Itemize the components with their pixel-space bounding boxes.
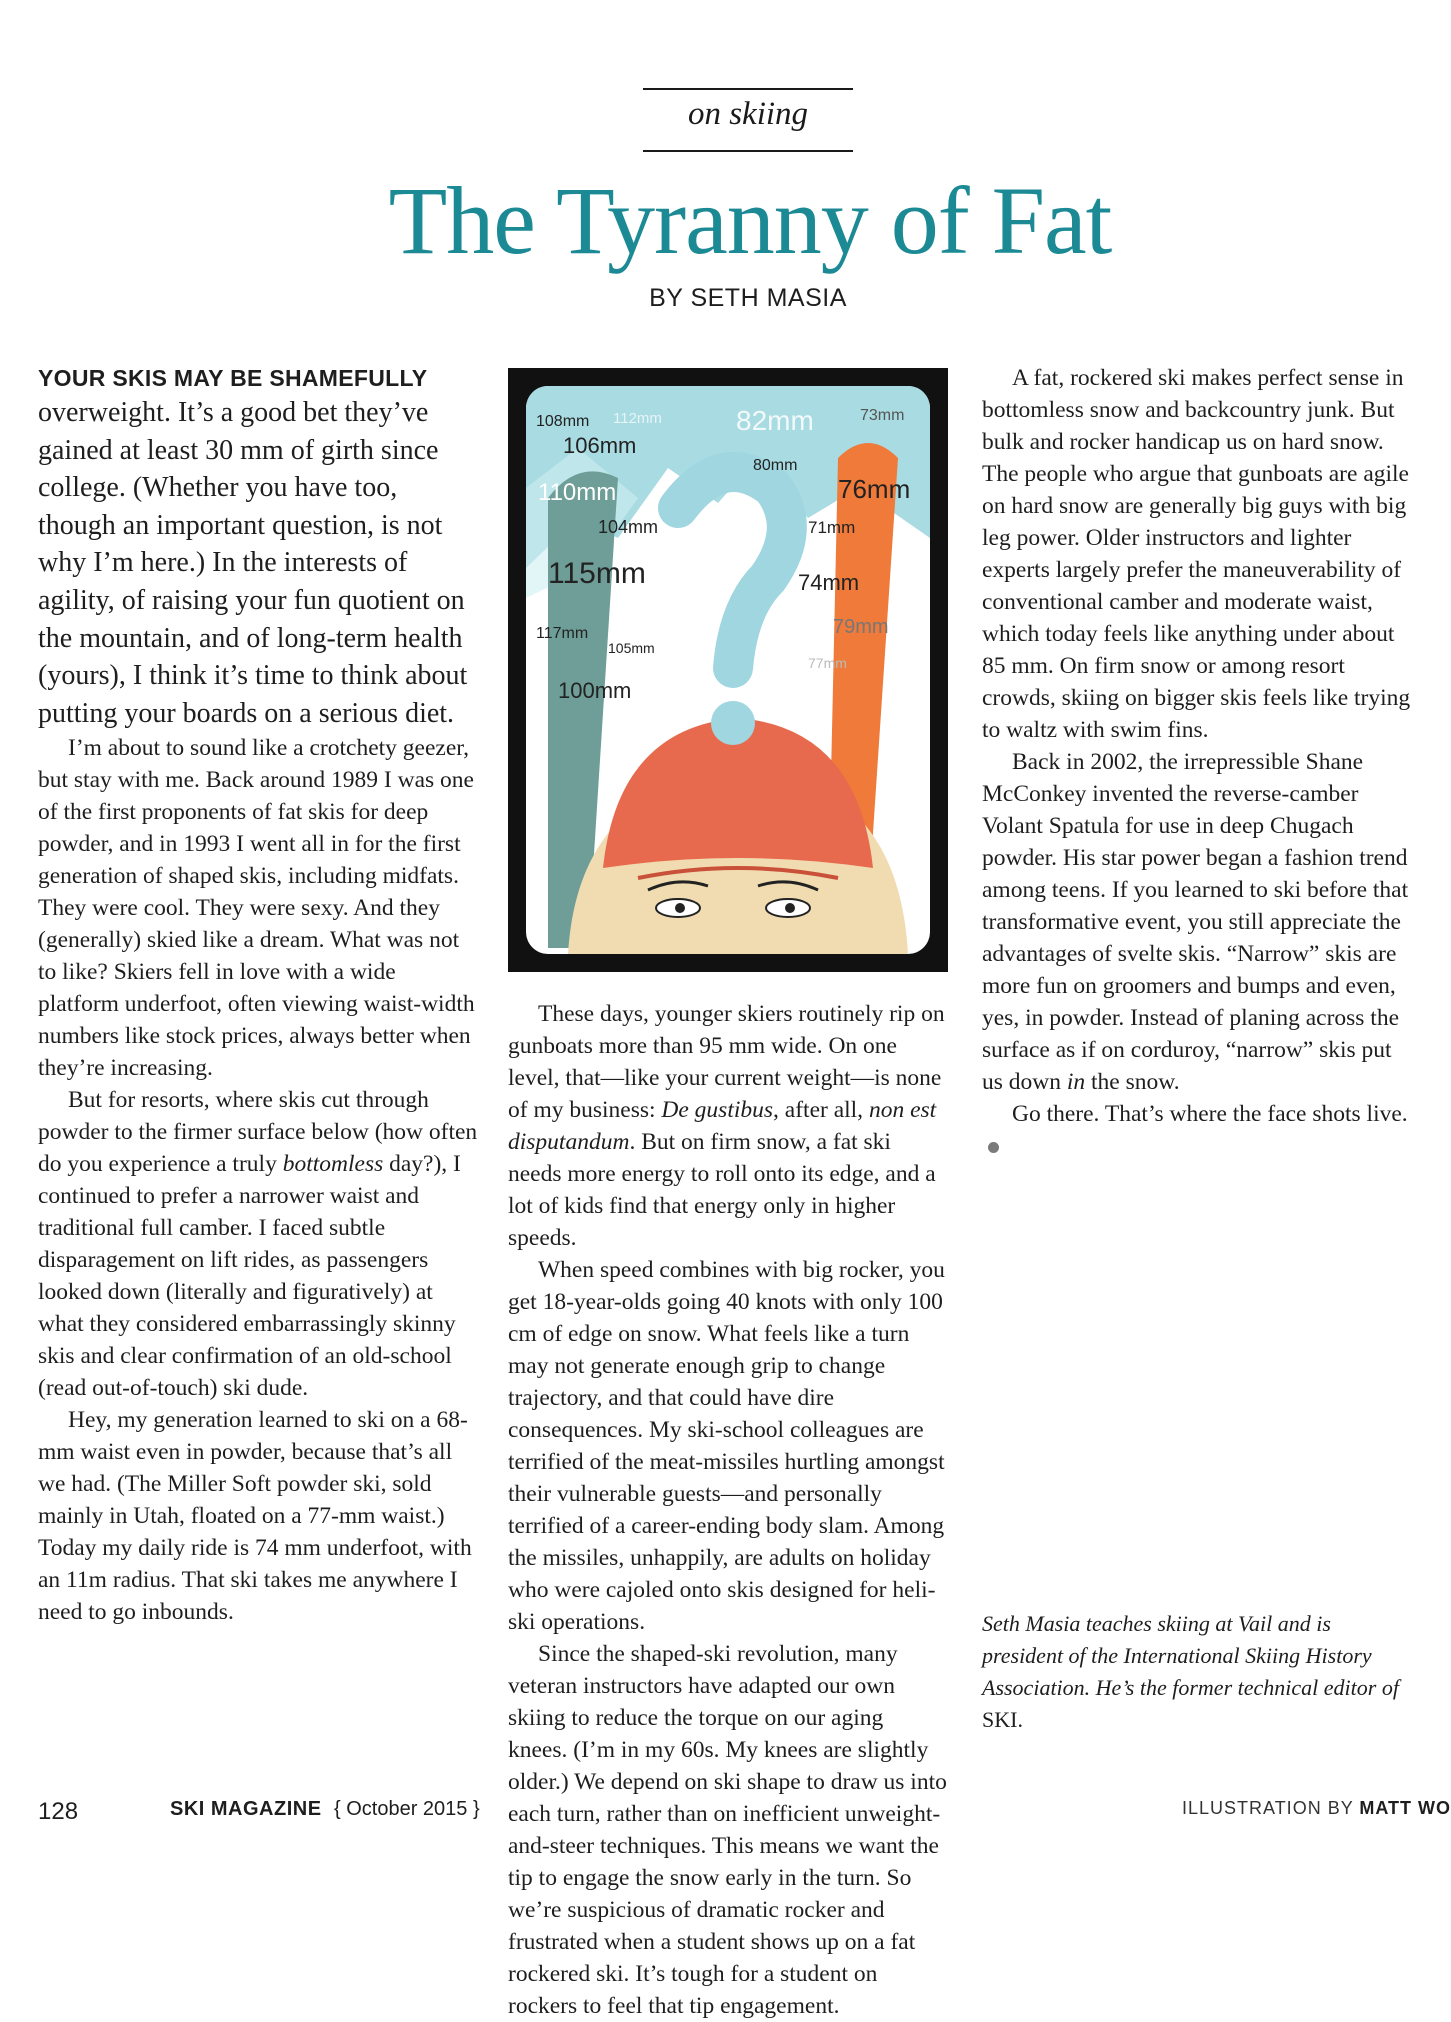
left-pupil (675, 903, 685, 913)
lead-paragraph (38, 362, 478, 732)
byline: BY SETH MASIA (649, 284, 847, 312)
label-106: 106mm (563, 433, 637, 458)
label-100: 100mm (558, 678, 632, 703)
section-kicker: on skiing (687, 96, 809, 132)
paragraph-10: Go there. That’s where the face shots live. (982, 1098, 1412, 1162)
paragraph-7: Since the shaped-ski revolution, many veteran instructors have adapted our own skiing to reduce the torque on our aging knees. (I’m in my 60s. My knees are slightly older.) We depend on ski shape to draw us into each turn, rather than on inefficient unweight-and-steer techniques. This means we want the tip to engage the snow early in the turn. So we’re suspicious of dramatic rocker and frustrated when a student shows up on a fat rockered ski. It’s tough for a student on rockers to feel that tip engagement. (508, 1641, 947, 2019)
column-3-text (982, 362, 1412, 1162)
label-108: 108mm (536, 413, 590, 430)
paragraph-5: These days, younger skiers routinely rip on gunboats more than 95 mm wide. On one level, that—like your current weight—is none of my business: De gustibus, after all, non est disputandum. But on firm snow, a fat ski needs more energy to roll onto its edge, and a lot of kids find that energy only in higher speeds. (508, 1001, 945, 1251)
kicker-rule-bottom (643, 150, 853, 152)
end-bullet (988, 1142, 999, 1153)
label-73: 73mm (860, 407, 905, 424)
right-pupil (785, 903, 795, 913)
paragraph-8: A fat, rockered ski makes perfect sense in bottomless snow and backcountry junk. But bulk and rocker handicap us on hard snow. The people who argue that gunboats are agile on hard snow are generally big guys with big leg power. Older instructors and lighter experts largely prefer the maneuverability of conventional camber and moderate waist, which today feels like anything under about 85 mm. On firm snow or among resort crowds, skiing on bigger skis feels like trying to waltz with swim fins. (982, 365, 1411, 743)
issue-date: { October 2015 } (334, 1798, 480, 1820)
label-79: 79mm (833, 616, 889, 638)
column-1 (38, 362, 478, 1628)
label-74: 74mm (798, 570, 860, 595)
illustration-credit: ILLUSTRATION BY MATT WO (1182, 1798, 1451, 1818)
label-76: 76mm (838, 474, 911, 504)
label-115: 115mm (548, 557, 646, 590)
question-dot (711, 701, 755, 745)
article-title: The Tyranny of Fat (388, 167, 1112, 274)
lead-caps: YOUR SKIS MAY BE SHAMEFULLY (38, 365, 428, 391)
magazine-name: SKI MAGAZINE (170, 1798, 322, 1820)
kicker-rule-top (643, 88, 853, 90)
label-71: 71mm (808, 518, 856, 537)
label-112: 112mm (613, 410, 662, 427)
paragraph-3: But for resorts, where skis cut through powder to the firmer surface below (how often do you experience a truly bottomless day?), I continued to prefer a narrower waist and traditional full camber. I faced subtle disparagement on lift rides, as passengers looked down (literally and figuratively) at what they considered embarrassingly skinny skis and clear confirmation of an old-school (read out-of-touch) ski dude. (38, 1087, 478, 1402)
label-110: 110mm (538, 479, 617, 506)
illustration-svg (508, 368, 948, 972)
label-104: 104mm (598, 517, 659, 537)
paragraph-9: Back in 2002, the irrepressible Shane McConkey invented the reverse-camber Volant Spatula for use in deep Chugach powder. His star power began a fashion trend among teens. If you learned to ski before that transformative event, you still appreciate the advantages of svelte skis. “Narrow” skis are more fun on groomers and bumps and even, yes, in powder. Instead of planing across the surface as if on corduroy, “narrow” skis put us down in the snow. (982, 749, 1409, 1095)
author-bio: Seth Masia teaches skiing at Vail and is president of the International Skiing History Association. He’s the former technical editor of SKI. (982, 1611, 1399, 1732)
label-77: 77mm (808, 655, 847, 671)
label-117: 117mm (536, 625, 589, 642)
label-80: 80mm (753, 457, 798, 474)
illustration (508, 368, 948, 972)
paragraph-6: When speed combines with big rocker, you get 18-year-olds going 40 knots with only 100 cm of edge on snow. What feels like a turn may not generate enough grip to change trajectory, and that could have dire consequences. My ski-school colleagues are terrified of the meat-missiles hurtling amongst their vulnerable guests—and personally terrified of a career-ending body slam. Among the missiles, unhappily, are adults on holiday who were cajoled onto skis designed for heli-ski operations. (508, 1257, 945, 1635)
paragraph-2: I’m about to sound like a crotchety geezer, but stay with me. Back around 1989 I was one of the first proponents of fat skis for deep powder, and in 1993 I went all in for the first generation of shaped skis, including midfats. They were cool. They were sexy. And they (generally) skied like a dream. What was not to like? Skiers fell in love with a wide platform underfoot, often viewing waist-width numbers like stock prices, always better when they’re increasing. (38, 735, 475, 1082)
page-number: 128 (38, 1798, 79, 1825)
label-105: 105mm (608, 640, 655, 656)
lead-body: overweight. It’s a good bet they’ve gained at least 30 mm of girth since college. (Whether you have too, though an important question, is not why I’m here.) In the interests of agility, of raising your fun quotient on the mountain, and of long-term health (yours), I think it’s time to think about putting your boards on a serious diet. (38, 397, 468, 729)
paragraph-4: Hey, my generation learned to ski on a 68-mm waist even in powder, because that’s all we had. (The Miller Soft powder ski, sold mainly in Utah, floated on a 77-mm waist.) Today my daily ride is 74 mm underfoot, with an 11m radius. That ski takes me anywhere I need to go inbounds. (38, 1407, 472, 1626)
label-82: 82mm (736, 405, 814, 436)
column-2 (508, 998, 948, 2022)
